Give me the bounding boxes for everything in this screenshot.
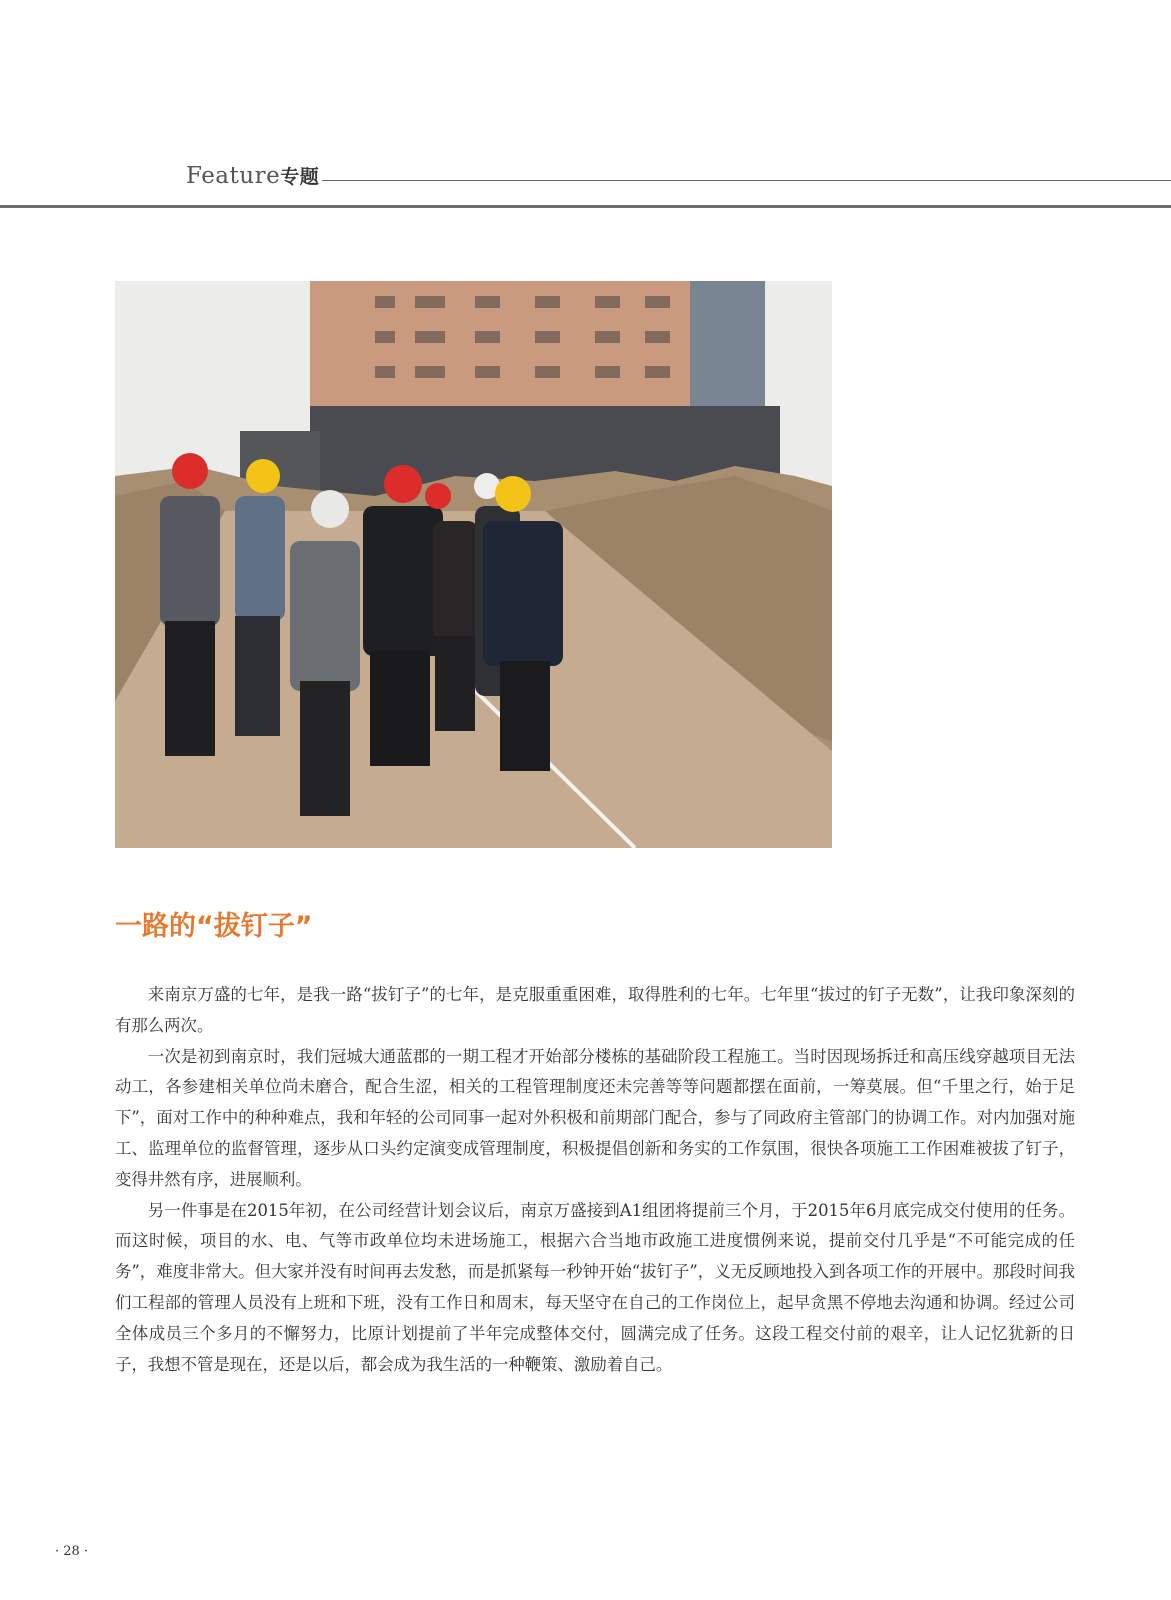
article-paragraph: 来南京万盛的七年，是我一路“拔钉子”的七年，是克服重重困难，取得胜利的七年。七年里“拔过的钉子无数”，让我印象深刻的有那么两次。 [115, 985, 1075, 1035]
site-inspection-photo [115, 281, 832, 848]
header-rule-thin [322, 180, 1171, 181]
page-number: · 28 · [55, 1544, 89, 1559]
page-header [0, 160, 1171, 210]
header-title-en: Feature [186, 163, 281, 189]
article-paragraph: 一次是初到南京时，我们冠城大通蓝郡的一期工程才开始部分楼栋的基础阶段工程施工。当时因现场拆迁和高压线穿越项目无法动工，各参建相关单位尚未磨合，配合生涩，相关的工程管理制度还未完善等等问题都摆在面前，一筹莫展。但“千里之行，始于足下”，面对工作中的种种难点，我和年轻的公司同事一起对外积极和前期部门配合，参与了同政府主管部门的协调工作。对内加强对施工、监理单位的监督管理，逐步从口头约定演变成管理制度，积极提倡创新和务实的工作氛围，很快各项施工工作困难被拔了钉子，变得井然有序，进展顺利。 [115, 1046, 1075, 1189]
article-paragraph: 另一件事是在2015年初，在公司经营计划会议后，南京万盛接到A1组团将提前三个月，于2015年6月底完成交付使用的任务。而这时候，项目的水、电、气等市政单位均未进场施工，根据六合当地市政施工进度惯例来说，提前交付几乎是“不可能完成的任务”，难度非常大。但大家并没有时间再去发愁，而是抓紧每一秒钟开始“拔钉子”，义无反顾地投入到各项工作的开展中。那段时间我们工程部的管理人员没有上班和下班，没有工作日和周末，每天坚守在自己的工作岗位上，起早贪黑不停地去沟通和协调。经过公司全体成员三个多月的不懈努力，比原计划提前了半年完成整体交付，圆满完成了任务。这段工程交付前的艰辛，让人记忆犹新的日子，我想不管是现在，还是以后，都会成为我生活的一种鞭策、激励着自己。 [115, 1200, 1075, 1374]
header-rule-thick [0, 205, 1171, 208]
article-body [115, 980, 1075, 1380]
section-title: 一路的“拔钉子” [115, 911, 313, 942]
header-title [186, 162, 319, 189]
header-title-zh: 专题 [280, 166, 320, 188]
